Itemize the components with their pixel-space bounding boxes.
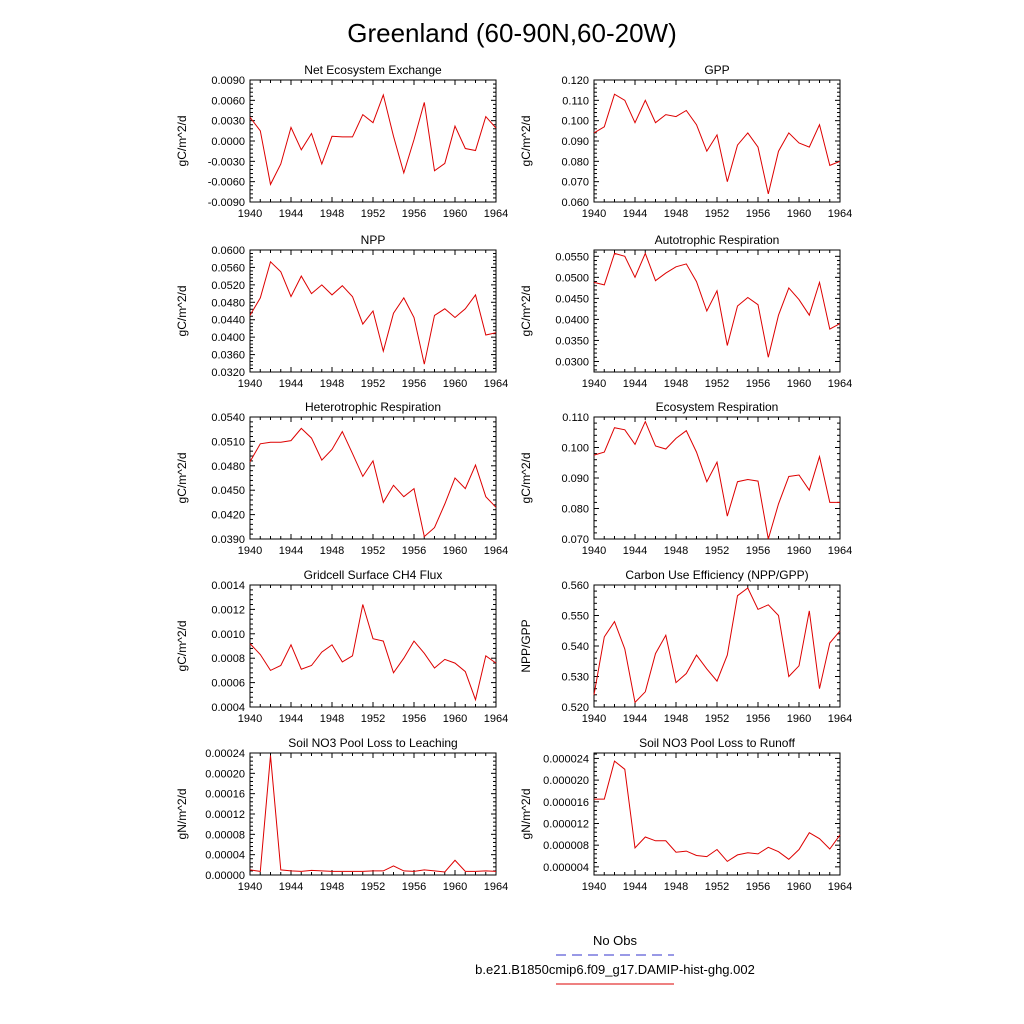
panel-4 <box>175 400 508 557</box>
panel-title: GPP <box>704 63 730 77</box>
y-axis-label: gN/m^2/d <box>519 788 533 840</box>
y-tick-label: 0.000020 <box>543 775 589 788</box>
x-tick-label: 1956 <box>401 545 427 557</box>
x-tick-label: 1952 <box>360 713 386 725</box>
x-tick-label: 1952 <box>360 208 386 220</box>
y-axis-label: gC/m^2/d <box>175 285 189 337</box>
series-line <box>250 605 496 700</box>
x-tick-label: 1960 <box>786 378 812 390</box>
plot-frame <box>594 417 840 539</box>
x-tick-label: 1964 <box>827 881 853 893</box>
x-tick-label: 1948 <box>663 881 689 893</box>
panel-title: NPP <box>360 233 386 247</box>
x-tick-label: 1948 <box>663 545 689 557</box>
x-tick-label: 1960 <box>442 713 468 725</box>
y-tick-label: 0.0480 <box>211 297 245 310</box>
x-tick-label: 1944 <box>278 378 304 390</box>
panel-title: Heterotrophic Respiration <box>304 400 442 414</box>
y-tick-label: 0.0450 <box>211 485 245 498</box>
panel-title: Autotrophic Respiration <box>654 233 780 247</box>
y-tick-label: 0.00004 <box>205 849 245 862</box>
x-tick-label: 1940 <box>581 881 607 893</box>
y-axis-label: gC/m^2/d <box>519 285 533 337</box>
y-axis-label: gC/m^2/d <box>175 452 189 504</box>
panel-9 <box>519 736 852 893</box>
series-line <box>594 422 840 539</box>
x-tick-label: 1948 <box>319 208 345 220</box>
x-tick-label: 1940 <box>581 713 607 725</box>
x-tick-label: 1956 <box>401 208 427 220</box>
x-tick-label: 1960 <box>442 545 468 557</box>
y-tick-label: 0.0360 <box>211 349 245 362</box>
panel-title: Gridcell Surface CH4 Flux <box>303 568 443 582</box>
series-line <box>250 262 496 364</box>
x-tick-label: 1964 <box>483 881 509 893</box>
y-tick-label: 0.000012 <box>543 818 589 831</box>
y-tick-label: 0.0500 <box>555 272 589 285</box>
x-tick-label: 1940 <box>581 208 607 220</box>
panel-5 <box>519 400 852 557</box>
plot-frame <box>250 417 496 539</box>
y-axis-label: gC/m^2/d <box>175 620 189 672</box>
y-tick-label: 0.0400 <box>211 332 245 345</box>
panel-1 <box>519 63 852 220</box>
y-tick-label: 0.070 <box>561 176 589 189</box>
x-tick-label: 1956 <box>745 378 771 390</box>
x-tick-label: 1948 <box>319 713 345 725</box>
y-axis-label: NPP/GPP <box>519 619 533 673</box>
panel-title: Soil NO3 Pool Loss to Runoff <box>639 736 795 750</box>
x-tick-label: 1960 <box>442 881 468 893</box>
y-tick-label: 0.090 <box>561 473 589 485</box>
panels <box>175 63 852 893</box>
x-tick-label: 1944 <box>278 545 304 557</box>
x-tick-label: 1964 <box>483 208 509 220</box>
y-tick-label: 0.00020 <box>205 768 245 781</box>
y-tick-label: 0.540 <box>561 641 589 653</box>
x-tick-label: 1964 <box>827 208 853 220</box>
x-tick-label: 1948 <box>319 545 345 557</box>
y-tick-label: 0.000004 <box>543 861 589 874</box>
y-tick-label: 0.520 <box>561 702 589 714</box>
x-tick-label: 1956 <box>401 713 427 725</box>
series-line <box>250 756 496 873</box>
y-tick-label: 0.0550 <box>555 251 589 264</box>
y-tick-label: 0.00012 <box>205 809 245 821</box>
y-tick-label: 0.0350 <box>555 335 589 348</box>
series-line <box>250 428 496 536</box>
x-tick-label: 1952 <box>704 545 730 557</box>
y-tick-label: 0.0560 <box>211 262 245 275</box>
panel-8 <box>175 736 508 893</box>
plot-frame <box>250 585 496 707</box>
y-tick-label: 0.560 <box>561 580 589 592</box>
x-tick-label: 1952 <box>704 881 730 893</box>
x-tick-label: 1964 <box>827 713 853 725</box>
y-tick-label: 0.0440 <box>211 314 245 327</box>
y-tick-label: 0.0090 <box>211 75 245 87</box>
x-tick-label: 1952 <box>704 713 730 725</box>
y-tick-label: 0.0450 <box>555 293 589 306</box>
y-tick-label: 0.000016 <box>543 796 589 809</box>
x-tick-label: 1948 <box>319 881 345 893</box>
y-tick-label: 0.000008 <box>543 840 589 853</box>
x-tick-label: 1940 <box>237 881 263 893</box>
y-tick-label: -0.0060 <box>207 176 245 189</box>
x-tick-label: 1940 <box>237 378 263 390</box>
series-line <box>594 94 840 194</box>
x-tick-label: 1956 <box>745 545 771 557</box>
panel-title: Ecosystem Respiration <box>655 400 779 414</box>
y-tick-label: 0.060 <box>561 197 589 209</box>
x-tick-label: 1944 <box>622 713 648 725</box>
panel-3 <box>519 233 852 390</box>
y-axis-label: gN/m^2/d <box>175 788 189 840</box>
x-tick-label: 1944 <box>622 881 648 893</box>
x-tick-label: 1952 <box>704 208 730 220</box>
x-tick-label: 1956 <box>745 881 771 893</box>
plot-frame <box>250 753 496 875</box>
y-tick-label: 0.0480 <box>211 460 245 473</box>
y-tick-label: -0.0090 <box>207 197 245 209</box>
y-tick-label: 0.0420 <box>211 509 245 522</box>
y-tick-label: 0.120 <box>561 75 589 87</box>
y-tick-label: 0.0540 <box>211 412 245 424</box>
x-tick-label: 1960 <box>786 713 812 725</box>
x-tick-label: 1964 <box>483 713 509 725</box>
y-tick-label: 0.110 <box>562 95 589 108</box>
y-tick-label: 0.0014 <box>211 580 245 592</box>
x-tick-label: 1948 <box>663 378 689 390</box>
y-tick-label: 0.0320 <box>211 367 245 379</box>
series-line <box>594 761 840 861</box>
x-tick-label: 1952 <box>704 378 730 390</box>
panel-title: Soil NO3 Pool Loss to Leaching <box>288 736 458 750</box>
y-tick-label: 0.0060 <box>211 95 245 108</box>
y-tick-label: 0.0010 <box>211 628 245 641</box>
x-tick-label: 1944 <box>278 208 304 220</box>
y-tick-label: 0.0520 <box>211 279 245 292</box>
y-tick-label: 0.100 <box>561 442 589 455</box>
x-tick-label: 1964 <box>827 378 853 390</box>
y-tick-label: 0.550 <box>561 610 589 623</box>
legend-obs-label: No Obs <box>592 933 638 948</box>
x-tick-label: 1940 <box>237 545 263 557</box>
y-tick-label: 0.0390 <box>211 534 245 546</box>
panel-title: Net Ecosystem Exchange <box>304 63 442 77</box>
series-line <box>594 253 840 357</box>
x-tick-label: 1952 <box>360 881 386 893</box>
y-tick-label: 0.100 <box>561 115 589 128</box>
panel-title: Carbon Use Efficiency (NPP/GPP) <box>625 568 809 582</box>
x-tick-label: 1956 <box>401 378 427 390</box>
plot-frame <box>594 80 840 202</box>
y-tick-label: 0.0000 <box>211 136 245 148</box>
y-tick-label: 0.0030 <box>211 115 245 128</box>
y-tick-label: 0.070 <box>561 534 589 546</box>
x-tick-label: 1948 <box>663 713 689 725</box>
x-tick-label: 1948 <box>319 378 345 390</box>
y-tick-label: 0.110 <box>562 412 589 424</box>
y-tick-label: 0.00000 <box>205 870 245 882</box>
x-tick-label: 1944 <box>278 713 304 725</box>
x-tick-label: 1952 <box>360 545 386 557</box>
x-tick-label: 1948 <box>663 208 689 220</box>
y-tick-label: 0.0012 <box>211 604 245 617</box>
x-tick-label: 1956 <box>745 713 771 725</box>
y-tick-label: 0.080 <box>561 156 589 169</box>
y-tick-label: 0.0400 <box>555 314 589 327</box>
panel-0 <box>175 63 508 220</box>
series-line <box>250 95 496 184</box>
figure-title: Greenland (60-90N,60-20W) <box>347 18 677 48</box>
x-tick-label: 1944 <box>622 378 648 390</box>
y-tick-label: 0.00024 <box>205 748 245 760</box>
x-tick-label: 1952 <box>360 378 386 390</box>
x-tick-label: 1944 <box>278 881 304 893</box>
y-tick-label: -0.0030 <box>207 156 245 169</box>
x-tick-label: 1964 <box>827 545 853 557</box>
x-tick-label: 1960 <box>442 378 468 390</box>
y-tick-label: 0.0006 <box>211 677 245 690</box>
x-tick-label: 1940 <box>237 208 263 220</box>
x-tick-label: 1956 <box>401 881 427 893</box>
legend <box>475 933 755 984</box>
x-tick-label: 1960 <box>442 208 468 220</box>
y-tick-label: 0.00008 <box>205 829 245 842</box>
x-tick-label: 1960 <box>786 545 812 557</box>
y-tick-label: 0.0510 <box>211 436 245 449</box>
x-tick-label: 1964 <box>483 378 509 390</box>
series-line <box>594 588 840 702</box>
panel-6 <box>175 568 508 725</box>
y-axis-label: gC/m^2/d <box>175 115 189 167</box>
x-tick-label: 1960 <box>786 881 812 893</box>
x-tick-label: 1944 <box>622 208 648 220</box>
y-tick-label: 0.000024 <box>543 753 589 766</box>
y-tick-label: 0.0008 <box>211 653 245 666</box>
x-tick-label: 1940 <box>581 378 607 390</box>
y-tick-label: 0.00016 <box>205 788 245 801</box>
y-tick-label: 0.090 <box>561 136 589 148</box>
y-tick-label: 0.530 <box>561 671 589 684</box>
legend-case-label: b.e21.B1850cmip6.f09_g17.DAMIP-hist-ghg.002 <box>475 962 755 977</box>
y-tick-label: 0.0300 <box>555 356 589 369</box>
y-tick-label: 0.0600 <box>211 245 245 257</box>
x-tick-label: 1944 <box>622 545 648 557</box>
y-axis-label: gC/m^2/d <box>519 115 533 167</box>
panel-2 <box>175 233 508 390</box>
y-tick-label: 0.0004 <box>211 702 245 714</box>
y-tick-label: 0.080 <box>561 503 589 516</box>
x-tick-label: 1940 <box>237 713 263 725</box>
x-tick-label: 1940 <box>581 545 607 557</box>
x-tick-label: 1960 <box>786 208 812 220</box>
x-tick-label: 1964 <box>483 545 509 557</box>
x-tick-label: 1956 <box>745 208 771 220</box>
panel-7 <box>519 568 852 725</box>
y-axis-label: gC/m^2/d <box>519 452 533 504</box>
